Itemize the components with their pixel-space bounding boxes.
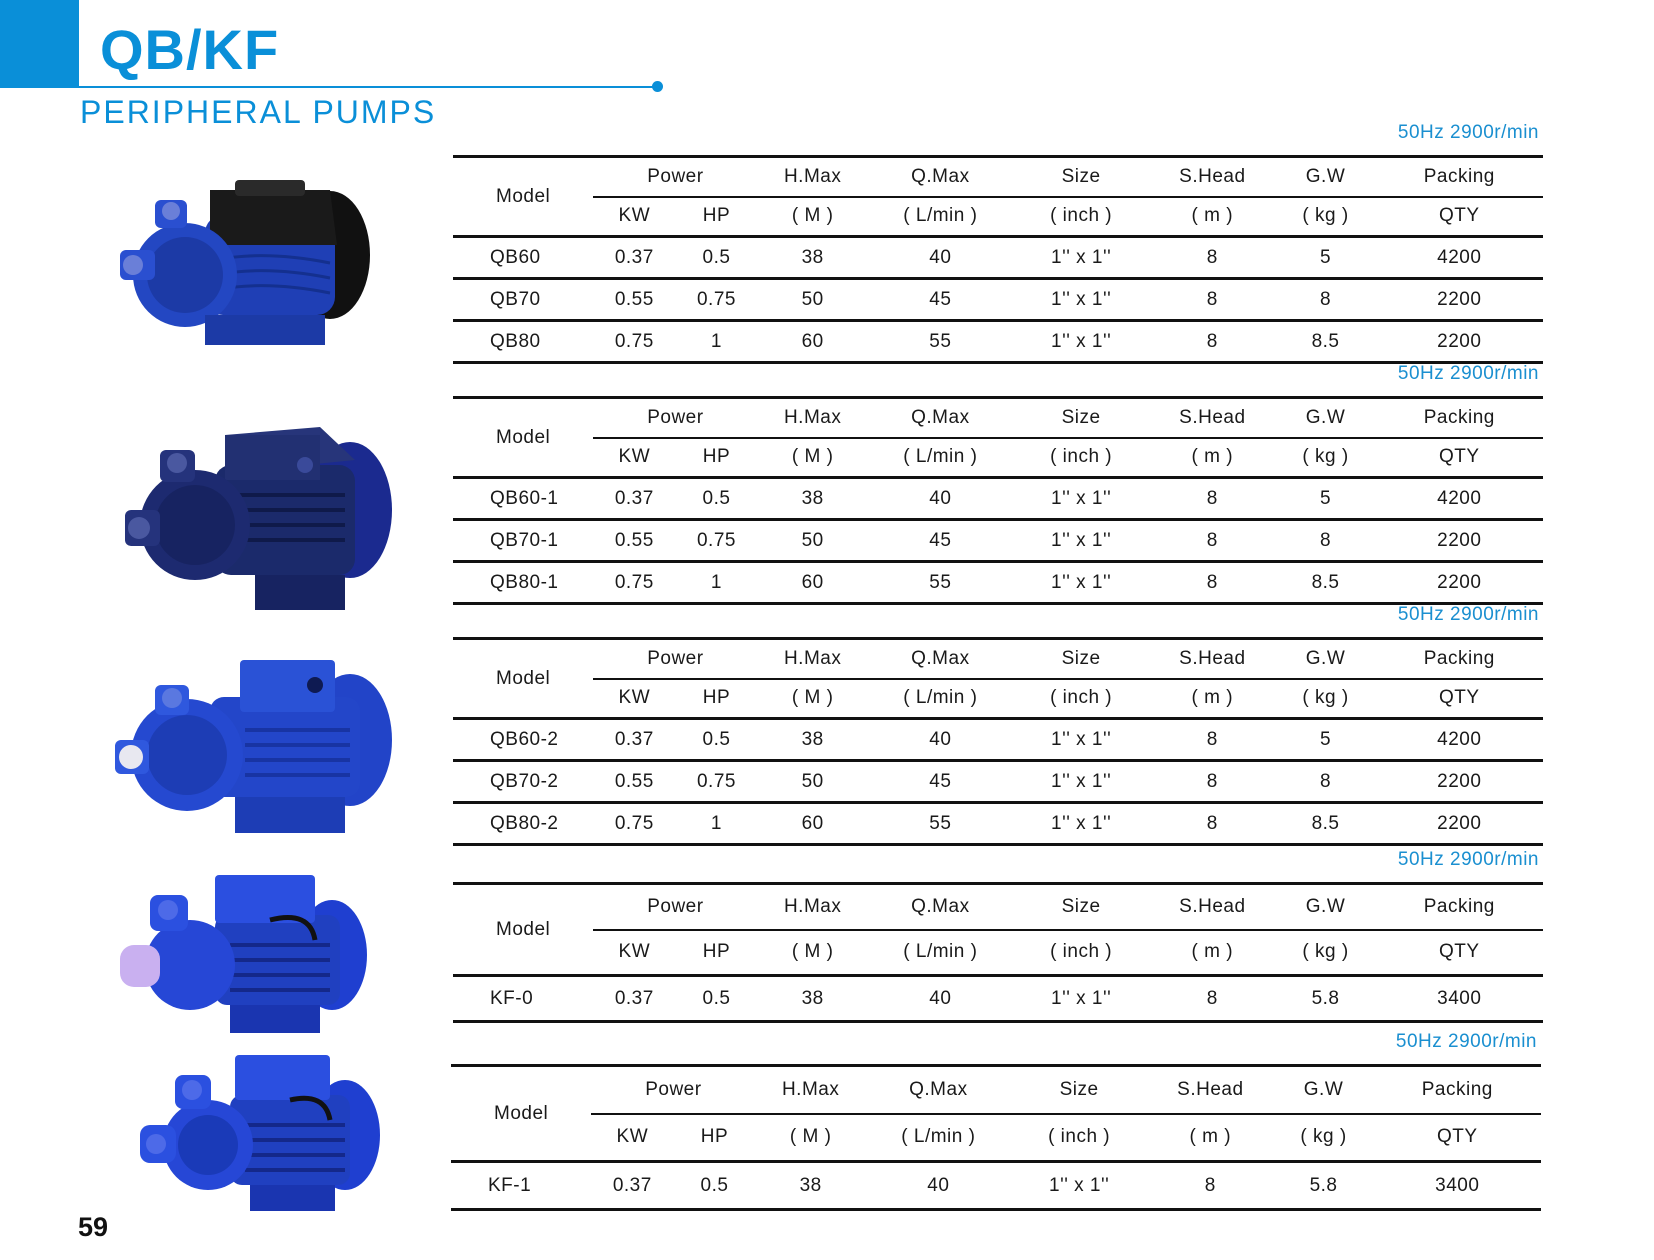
column-header-kw: KW (593, 679, 675, 719)
cell-qty: 3400 (1376, 976, 1543, 1022)
cell-shead: 8 (1149, 976, 1275, 1022)
column-header-kw: KW (593, 930, 675, 976)
column-header-q-max: Q.Max (868, 639, 1013, 679)
cell-gw: 5 (1275, 719, 1375, 761)
cell-kw: 0.75 (593, 803, 675, 845)
cell-model: KF-0 (453, 976, 593, 1022)
table-header-row (451, 1066, 1541, 1114)
cell-gw: 8 (1275, 761, 1375, 803)
column-header-g-w-unit: ( kg ) (1275, 438, 1375, 478)
column-header-model: Model (453, 884, 593, 976)
column-header-q-max: Q.Max (868, 398, 1013, 438)
column-header-h-max: H.Max (758, 639, 868, 679)
column-header-h-max: H.Max (758, 157, 868, 197)
cell-model: QB60-1 (453, 478, 593, 520)
spec-table-kf-0-pump (453, 882, 1543, 1023)
table-row (453, 803, 1543, 845)
cell-size: 1'' x 1'' (1013, 237, 1149, 279)
column-header-g-w-unit: ( kg ) (1275, 197, 1375, 237)
column-header-s-head-unit: ( m ) (1149, 438, 1275, 478)
cell-hmax: 38 (756, 1162, 866, 1210)
table-row (453, 520, 1543, 562)
cell-gw: 8.5 (1275, 562, 1375, 604)
pump-image-kf-0 (120, 870, 370, 1035)
cell-kw: 0.75 (593, 321, 675, 363)
table-header-row (453, 398, 1543, 438)
column-header-size-unit: ( inch ) (1013, 197, 1149, 237)
cell-shead: 8 (1149, 478, 1275, 520)
cell-model: QB80 (453, 321, 593, 363)
cell-qmax: 40 (868, 719, 1013, 761)
cell-hp: 0.5 (675, 478, 757, 520)
title-underline (79, 86, 657, 88)
cell-shead: 8 (1149, 520, 1275, 562)
column-header-h-max: H.Max (758, 884, 868, 930)
cell-hp: 0.75 (675, 520, 757, 562)
column-header-q-max-unit: ( L/min ) (868, 438, 1013, 478)
cell-kw: 0.37 (593, 478, 675, 520)
column-header-g-w: G.W (1275, 398, 1375, 438)
header-blue-block (0, 0, 79, 88)
column-header-q-max-unit: ( L/min ) (868, 197, 1013, 237)
column-header-packing-unit: QTY (1376, 930, 1543, 976)
cell-shead: 8 (1147, 1162, 1273, 1210)
table-row (453, 719, 1543, 761)
cell-kw: 0.37 (593, 719, 675, 761)
cell-shead: 8 (1149, 321, 1275, 363)
column-header-q-max: Q.Max (868, 157, 1013, 197)
cell-hmax: 60 (758, 803, 868, 845)
cell-qmax: 45 (868, 520, 1013, 562)
cell-shead: 8 (1149, 562, 1275, 604)
cell-gw: 8.5 (1275, 321, 1375, 363)
table-header-row (453, 884, 1543, 930)
column-header-hp: HP (675, 679, 757, 719)
cell-gw: 8.5 (1275, 803, 1375, 845)
cell-qmax: 40 (868, 976, 1013, 1022)
cell-gw: 8 (1275, 520, 1375, 562)
column-header-s-head-unit: ( m ) (1147, 1114, 1273, 1162)
spec-table-qb-1-pump-navy (453, 396, 1543, 605)
column-header-g-w: G.W (1273, 1066, 1373, 1114)
cell-model: QB70-1 (453, 520, 593, 562)
cell-model: QB60-2 (453, 719, 593, 761)
column-header-size: Size (1013, 639, 1149, 679)
column-header-packing-unit: QTY (1374, 1114, 1541, 1162)
column-header-g-w-unit: ( kg ) (1273, 1114, 1373, 1162)
cell-size: 1'' x 1'' (1013, 976, 1149, 1022)
cell-kw: 0.55 (593, 279, 675, 321)
column-header-g-w-unit: ( kg ) (1275, 679, 1375, 719)
cell-qty: 4200 (1376, 237, 1543, 279)
cell-kw: 0.37 (593, 237, 675, 279)
table-row (453, 562, 1543, 604)
column-header-g-w-unit: ( kg ) (1275, 930, 1375, 976)
pump-image-qb-1 (125, 415, 395, 615)
table-row (451, 1162, 1541, 1210)
column-header-power: Power (591, 1066, 755, 1114)
column-header-s-head: S.Head (1149, 639, 1275, 679)
cell-hmax: 50 (758, 279, 868, 321)
cell-hp: 0.75 (675, 761, 757, 803)
cell-hp: 0.75 (675, 279, 757, 321)
cell-hp: 0.5 (675, 719, 757, 761)
table-row (453, 761, 1543, 803)
cell-qty: 2200 (1376, 279, 1543, 321)
table-row (453, 976, 1543, 1022)
cell-shead: 8 (1149, 237, 1275, 279)
cell-qty: 2200 (1376, 803, 1543, 845)
cell-size: 1'' x 1'' (1013, 321, 1149, 363)
column-header-s-head: S.Head (1147, 1066, 1273, 1114)
cell-gw: 8 (1275, 279, 1375, 321)
column-header-size: Size (1013, 884, 1149, 930)
column-header-size-unit: ( inch ) (1013, 930, 1149, 976)
column-header-h-max: H.Max (756, 1066, 866, 1114)
column-header-h-max-unit: ( M ) (758, 930, 868, 976)
column-header-h-max: H.Max (758, 398, 868, 438)
table-row (453, 279, 1543, 321)
table-header-unit-row (451, 1114, 1541, 1162)
column-header-s-head-unit: ( m ) (1149, 930, 1275, 976)
column-header-model: Model (453, 157, 593, 237)
frequency-label: 50Hz 2900r/min (1397, 604, 1539, 625)
table-header-unit-row (453, 438, 1543, 478)
cell-kw: 0.37 (593, 976, 675, 1022)
cell-qty: 2200 (1376, 321, 1543, 363)
column-header-hp: HP (675, 930, 757, 976)
column-header-hp: HP (675, 197, 757, 237)
column-header-packing: Packing (1376, 157, 1543, 197)
cell-size: 1'' x 1'' (1013, 478, 1149, 520)
cell-model: QB70-2 (453, 761, 593, 803)
column-header-packing: Packing (1376, 398, 1543, 438)
cell-qty: 2200 (1376, 761, 1543, 803)
column-header-h-max-unit: ( M ) (758, 438, 868, 478)
column-header-hp: HP (673, 1114, 755, 1162)
column-header-power: Power (593, 157, 757, 197)
cell-qmax: 40 (868, 237, 1013, 279)
cell-shead: 8 (1149, 719, 1275, 761)
cell-qty: 2200 (1376, 520, 1543, 562)
cell-size: 1'' x 1'' (1011, 1162, 1147, 1210)
cell-qmax: 40 (868, 478, 1013, 520)
cell-hp: 0.5 (675, 976, 757, 1022)
cell-size: 1'' x 1'' (1013, 803, 1149, 845)
cell-hp: 0.5 (675, 237, 757, 279)
column-header-size: Size (1013, 157, 1149, 197)
table-header-row (453, 157, 1543, 197)
cell-gw: 5.8 (1275, 976, 1375, 1022)
column-header-power: Power (593, 884, 757, 930)
column-header-size-unit: ( inch ) (1013, 438, 1149, 478)
table-row (453, 478, 1543, 520)
column-header-g-w: G.W (1275, 884, 1375, 930)
table-row (453, 321, 1543, 363)
page-subtitle: PERIPHERAL PUMPS (80, 94, 437, 130)
column-header-size-unit: ( inch ) (1011, 1114, 1147, 1162)
column-header-packing: Packing (1374, 1066, 1541, 1114)
cell-kw: 0.55 (593, 761, 675, 803)
cell-qty: 4200 (1376, 478, 1543, 520)
column-header-power: Power (593, 639, 757, 679)
spec-table-qb-2-pump-blue (453, 637, 1543, 846)
column-header-h-max-unit: ( M ) (756, 1114, 866, 1162)
column-header-size-unit: ( inch ) (1013, 679, 1149, 719)
column-header-s-head: S.Head (1149, 157, 1275, 197)
column-header-packing: Packing (1376, 639, 1543, 679)
cell-kw: 0.55 (593, 520, 675, 562)
frequency-label: 50Hz 2900r/min (1397, 122, 1539, 143)
column-header-g-w: G.W (1275, 639, 1375, 679)
cell-qmax: 40 (866, 1162, 1011, 1210)
column-header-q-max: Q.Max (868, 884, 1013, 930)
cell-size: 1'' x 1'' (1013, 562, 1149, 604)
cell-qmax: 55 (868, 803, 1013, 845)
cell-size: 1'' x 1'' (1013, 520, 1149, 562)
cell-hmax: 38 (758, 478, 868, 520)
column-header-s-head-unit: ( m ) (1149, 197, 1275, 237)
cell-kw: 0.75 (593, 562, 675, 604)
column-header-kw: KW (593, 197, 675, 237)
table-header-row (453, 639, 1543, 679)
brand-title: QB/KF (100, 18, 280, 81)
cell-hp: 1 (675, 562, 757, 604)
cell-hp: 1 (675, 321, 757, 363)
cell-hmax: 60 (758, 562, 868, 604)
pump-image-qb (115, 175, 385, 355)
cell-shead: 8 (1149, 761, 1275, 803)
column-header-model: Model (453, 398, 593, 478)
column-header-packing-unit: QTY (1376, 679, 1543, 719)
cell-hmax: 60 (758, 321, 868, 363)
table-header-unit-row (453, 679, 1543, 719)
cell-model: QB60 (453, 237, 593, 279)
column-header-s-head-unit: ( m ) (1149, 679, 1275, 719)
cell-size: 1'' x 1'' (1013, 719, 1149, 761)
cell-qmax: 45 (868, 761, 1013, 803)
column-header-s-head: S.Head (1149, 884, 1275, 930)
cell-kw: 0.37 (591, 1162, 673, 1210)
cell-hmax: 38 (758, 976, 868, 1022)
cell-hmax: 50 (758, 520, 868, 562)
column-header-size: Size (1011, 1066, 1147, 1114)
cell-hmax: 38 (758, 719, 868, 761)
column-header-packing-unit: QTY (1376, 197, 1543, 237)
frequency-label: 50Hz 2900r/min (1397, 849, 1539, 870)
cell-model: QB80-1 (453, 562, 593, 604)
cell-hmax: 50 (758, 761, 868, 803)
cell-model: KF-1 (451, 1162, 591, 1210)
table-header-unit-row (453, 930, 1543, 976)
column-header-q-max-unit: ( L/min ) (866, 1114, 1011, 1162)
title-underline-dot (652, 81, 663, 92)
cell-shead: 8 (1149, 803, 1275, 845)
column-header-q-max-unit: ( L/min ) (868, 930, 1013, 976)
column-header-model: Model (451, 1066, 591, 1162)
column-header-kw: KW (593, 438, 675, 478)
cell-size: 1'' x 1'' (1013, 761, 1149, 803)
cell-model: QB80-2 (453, 803, 593, 845)
cell-qty: 3400 (1374, 1162, 1541, 1210)
column-header-packing-unit: QTY (1376, 438, 1543, 478)
column-header-g-w: G.W (1275, 157, 1375, 197)
column-header-size: Size (1013, 398, 1149, 438)
column-header-model: Model (453, 639, 593, 719)
frequency-label: 50Hz 2900r/min (1397, 363, 1539, 384)
cell-hp: 1 (675, 803, 757, 845)
spec-table-qb-pump-black-cover (453, 155, 1543, 364)
cell-size: 1'' x 1'' (1013, 279, 1149, 321)
spec-table-kf-1-pump (451, 1064, 1541, 1211)
pump-image-kf-1 (140, 1050, 380, 1215)
column-header-hp: HP (675, 438, 757, 478)
cell-qmax: 55 (868, 562, 1013, 604)
column-header-packing: Packing (1376, 884, 1543, 930)
cell-hmax: 38 (758, 237, 868, 279)
pump-image-qb-2 (115, 655, 395, 840)
column-header-h-max-unit: ( M ) (758, 679, 868, 719)
cell-qty: 2200 (1376, 562, 1543, 604)
frequency-label: 50Hz 2900r/min (1395, 1031, 1537, 1052)
cell-shead: 8 (1149, 279, 1275, 321)
cell-gw: 5 (1275, 478, 1375, 520)
cell-qmax: 45 (868, 279, 1013, 321)
table-row (453, 237, 1543, 279)
cell-model: QB70 (453, 279, 593, 321)
cell-qmax: 55 (868, 321, 1013, 363)
page-number: 59 (78, 1212, 109, 1242)
column-header-power: Power (593, 398, 757, 438)
column-header-h-max-unit: ( M ) (758, 197, 868, 237)
cell-gw: 5 (1275, 237, 1375, 279)
column-header-q-max: Q.Max (866, 1066, 1011, 1114)
column-header-kw: KW (591, 1114, 673, 1162)
cell-qty: 4200 (1376, 719, 1543, 761)
cell-gw: 5.8 (1273, 1162, 1373, 1210)
table-header-unit-row (453, 197, 1543, 237)
cell-hp: 0.5 (673, 1162, 755, 1210)
column-header-q-max-unit: ( L/min ) (868, 679, 1013, 719)
column-header-s-head: S.Head (1149, 398, 1275, 438)
